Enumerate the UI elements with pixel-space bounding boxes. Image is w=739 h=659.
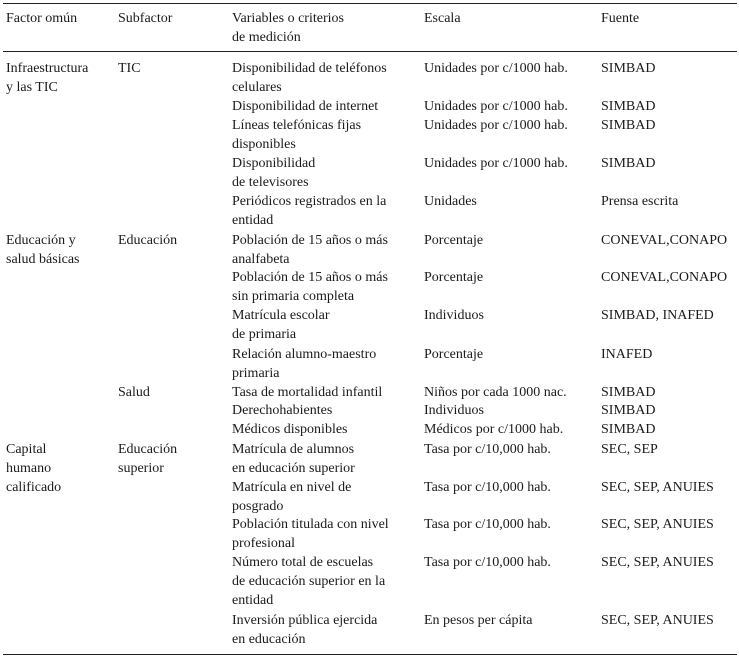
variable-line: de primaria xyxy=(232,327,297,342)
escala-cell: Unidades xyxy=(424,194,477,209)
fuente-cell: SIMBAD xyxy=(601,99,656,114)
subfactor-line: TIC xyxy=(118,61,141,76)
factor-cell xyxy=(6,231,79,269)
variable-line: Líneas telefónicas fijas xyxy=(232,118,362,133)
variable-cell xyxy=(232,154,315,192)
fuente-cell: INAFED xyxy=(601,347,653,362)
factor-cell xyxy=(6,440,61,497)
fuente-cell: SIMBAD xyxy=(601,385,656,400)
variable-line: entidad xyxy=(232,593,274,608)
table-top-rule xyxy=(3,3,737,4)
subfactor-line: superior xyxy=(118,461,164,476)
escala-cell: Porcentaje xyxy=(424,347,484,362)
escala-cell: En pesos per cápita xyxy=(424,613,533,628)
variable-cell xyxy=(232,59,387,97)
variable-cell xyxy=(232,345,376,383)
escala-cell: Unidades por c/1000 hab. xyxy=(424,99,568,114)
variable-line: en educación xyxy=(232,632,306,647)
escala-cell: Porcentaje xyxy=(424,233,484,248)
variable-line: en educación superior xyxy=(232,461,355,476)
variable-cell xyxy=(232,268,388,306)
fuente-cell: SEC, SEP xyxy=(601,442,658,457)
variable-line: sin primaria completa xyxy=(232,289,355,304)
fuente-cell: SIMBAD xyxy=(601,403,656,418)
factor-line: Educación y xyxy=(6,233,76,248)
header-fuente: Fuente xyxy=(601,11,640,26)
escala-cell: Porcentaje xyxy=(424,270,484,285)
factor-line: humano xyxy=(6,461,52,476)
subfactor-cell xyxy=(118,383,150,402)
variable-line: Derechohabientes xyxy=(232,403,333,418)
variable-line: posgrado xyxy=(232,499,284,514)
subfactor-cell xyxy=(118,59,141,78)
subfactor-cell xyxy=(118,440,177,478)
variable-cell xyxy=(232,231,388,269)
factor-line: Infraestructura xyxy=(6,61,89,76)
escala-cell: Tasa por c/10,000 hab. xyxy=(424,480,551,495)
variable-line: Matrícula de alumnos xyxy=(232,442,355,457)
variable-line: Población de 15 años o más xyxy=(232,233,388,248)
header-variables-line: de medición xyxy=(232,30,301,45)
fuente-cell: SEC, SEP, ANUIES xyxy=(601,480,714,495)
variable-cell xyxy=(232,192,386,230)
fuente-cell: SIMBAD xyxy=(601,61,656,76)
variable-line: de educación superior en la xyxy=(232,574,386,589)
fuente-cell: SIMBAD, INAFED xyxy=(601,308,714,323)
factor-line: salud básicas xyxy=(6,252,80,267)
subfactor-line: Salud xyxy=(118,385,150,400)
variable-line: Disponibilidad de internet xyxy=(232,99,379,114)
fuente-cell: SIMBAD xyxy=(601,422,656,437)
variable-line: Periódicos registrados en la xyxy=(232,194,387,209)
variable-line: primaria xyxy=(232,366,280,381)
fuente-cell: Prensa escrita xyxy=(601,194,679,209)
variable-line: Matrícula escolar xyxy=(232,308,330,323)
fuente-cell: SIMBAD xyxy=(601,118,656,133)
escala-cell: Unidades por c/1000 hab. xyxy=(424,61,568,76)
escala-cell: Niños por cada 1000 nac. xyxy=(424,385,567,400)
factor-line: calificado xyxy=(6,480,62,495)
header-subfactor: Subfactor xyxy=(118,11,173,26)
variable-line: Disponibilidad xyxy=(232,156,316,171)
escala-cell: Unidades por c/1000 hab. xyxy=(424,156,568,171)
escala-cell: Tasa por c/10,000 hab. xyxy=(424,555,551,570)
variable-line: disponibles xyxy=(232,137,296,152)
escala-cell: Tasa por c/10,000 hab. xyxy=(424,517,551,532)
variable-cell xyxy=(232,116,361,154)
variable-cell xyxy=(232,401,332,420)
table-bottom-rule xyxy=(3,654,737,655)
fuente-cell: CONEVAL,CONAPO xyxy=(601,270,728,285)
header-factor: Factor omún xyxy=(6,11,78,26)
variable-cell xyxy=(232,306,330,344)
variable-line: Disponibilidad de teléfonos xyxy=(232,61,387,76)
variable-cell xyxy=(232,553,385,610)
variable-cell xyxy=(232,97,378,116)
variable-line: Inversión pública ejercida xyxy=(232,613,378,628)
variable-cell xyxy=(232,478,351,516)
variable-line: celulares xyxy=(232,80,282,95)
table-header-rule xyxy=(3,51,737,52)
fuente-cell: SEC, SEP, ANUIES xyxy=(601,613,714,628)
fuente-cell: SIMBAD xyxy=(601,156,656,171)
variable-cell xyxy=(232,440,355,478)
variable-line: Relación alumno-maestro xyxy=(232,347,377,362)
subfactor-line: Educación xyxy=(118,233,178,248)
variable-line: Población de 15 años o más xyxy=(232,270,388,285)
variable-cell xyxy=(232,420,348,439)
variable-cell xyxy=(232,611,377,649)
variable-line: Población titulada con nivel xyxy=(232,517,389,532)
variable-line: Número total de escuelas xyxy=(232,555,374,570)
variable-cell xyxy=(232,383,382,402)
factor-line: y las TIC xyxy=(6,80,58,95)
escala-cell: Individuos xyxy=(424,308,484,323)
variable-line: Tasa de mortalidad infantil xyxy=(232,385,383,400)
fuente-cell: SEC, SEP, ANUIES xyxy=(601,555,714,570)
header-variables xyxy=(232,9,344,47)
fuente-cell: SEC, SEP, ANUIES xyxy=(601,517,714,532)
escala-cell: Tasa por c/10,000 hab. xyxy=(424,442,551,457)
variable-line: analfabeta xyxy=(232,252,290,267)
variable-cell xyxy=(232,515,389,553)
fuente-cell: CONEVAL,CONAPO xyxy=(601,233,728,248)
escala-cell: Médicos por c/1000 hab. xyxy=(424,422,564,437)
escala-cell: Individuos xyxy=(424,403,484,418)
factor-cell xyxy=(6,59,88,97)
variable-line: de televisores xyxy=(232,175,309,190)
subfactor-cell xyxy=(118,231,177,250)
variable-line: entidad xyxy=(232,213,274,228)
header-variables-line: Variables o criterios xyxy=(232,11,344,26)
variable-line: profesional xyxy=(232,536,295,551)
factor-line: Capital xyxy=(6,442,47,457)
header-escala: Escala xyxy=(424,11,461,26)
variable-line: Médicos disponibles xyxy=(232,422,348,437)
variable-line: Matrícula en nivel de xyxy=(232,480,352,495)
subfactor-line: Educación xyxy=(118,442,178,457)
escala-cell: Unidades por c/1000 hab. xyxy=(424,118,568,133)
